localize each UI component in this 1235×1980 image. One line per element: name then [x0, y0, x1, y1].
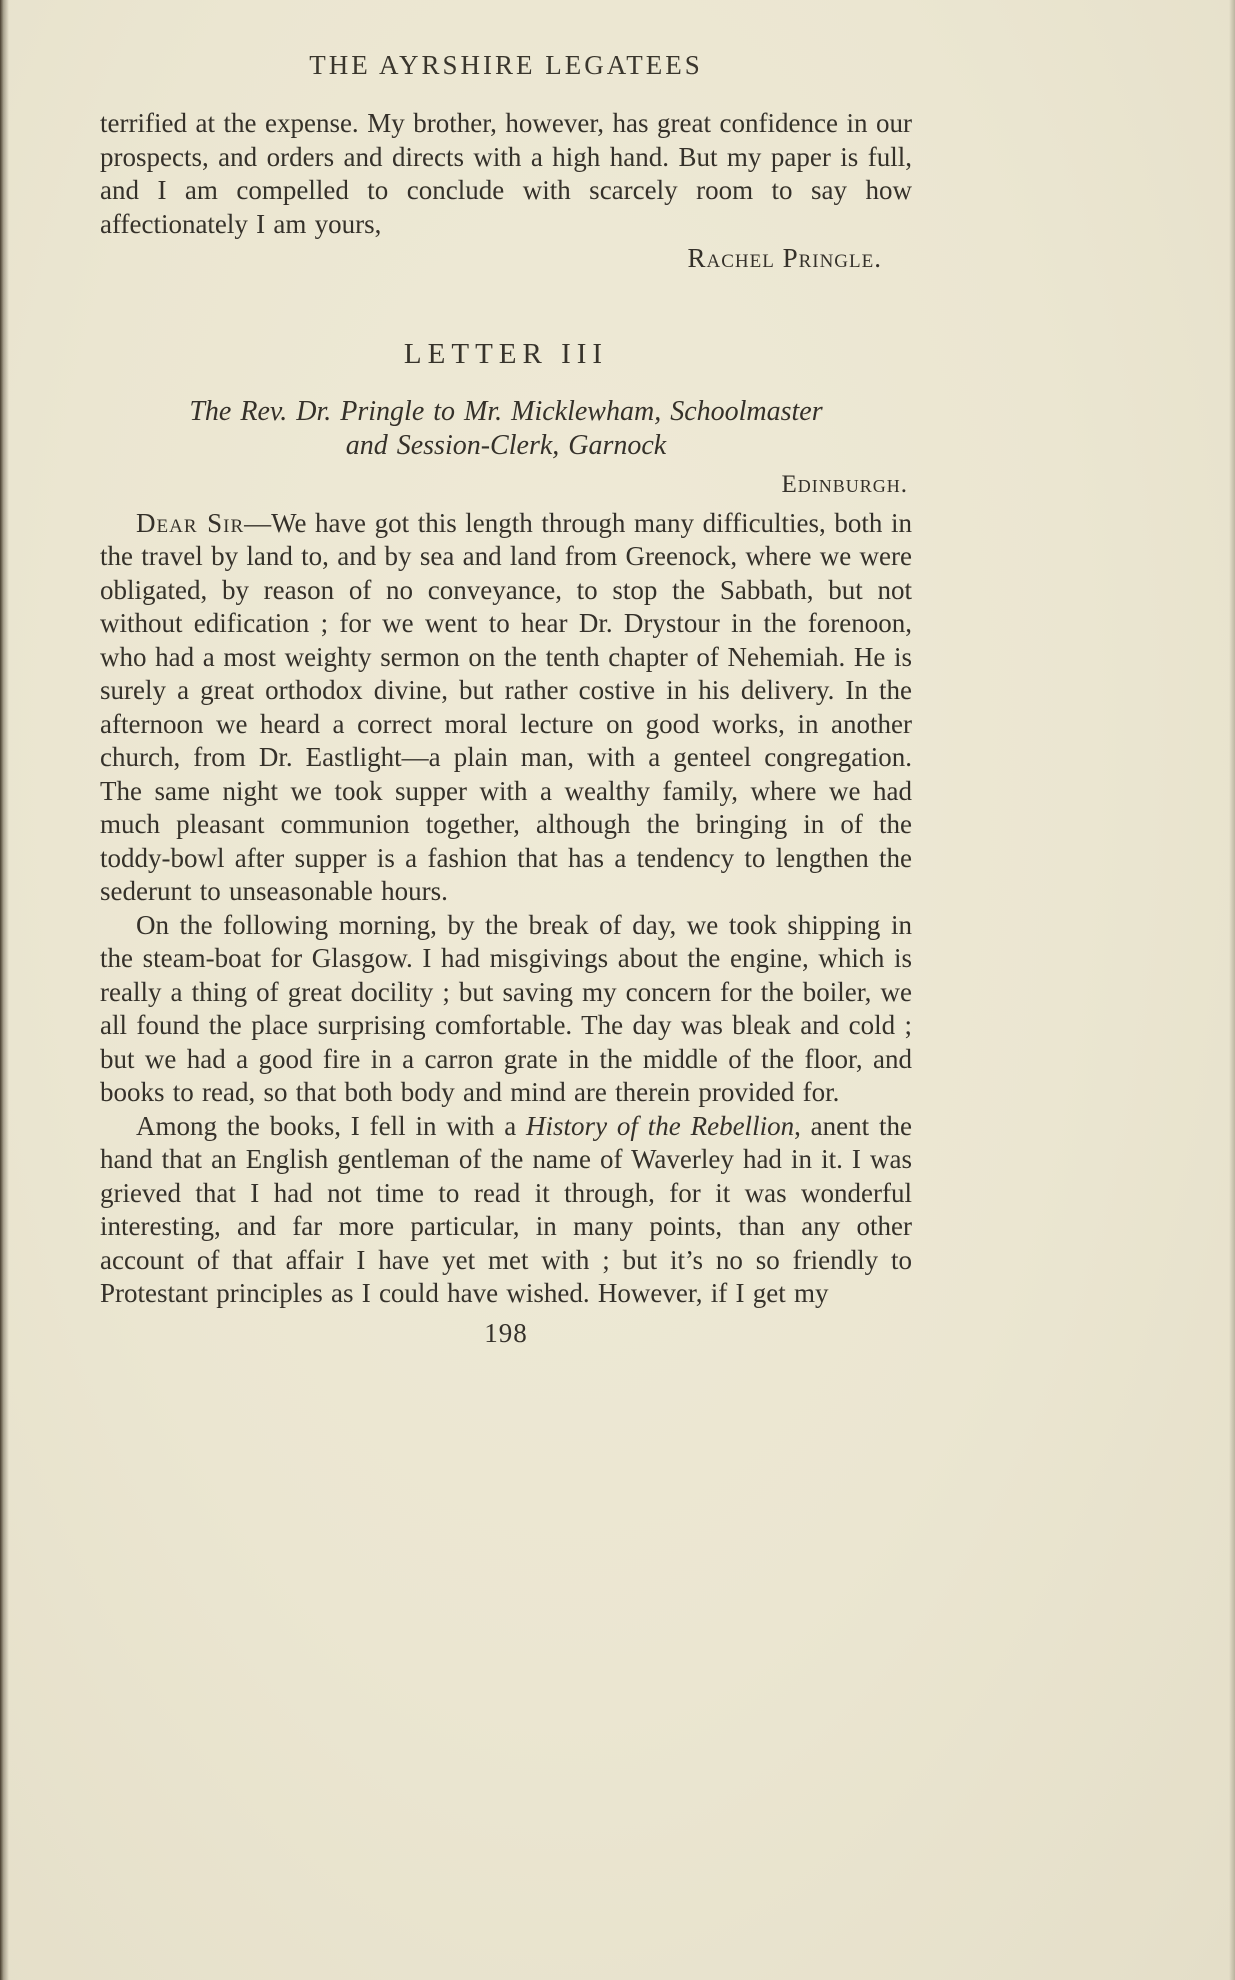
paragraph-3-text-before: Among the books, I fell in with a: [136, 1110, 527, 1141]
subtitle-line-1: The Rev. Dr. Pringle to Mr. Micklewham, Schoolmaster: [189, 395, 823, 427]
paragraph-2: On the following morning, by the break of day, we took shipping in the steam-boat for Glasgow. I had misgivings about the engine, which is really a thing of great docility ; but saving my concern for the boiler, we all found the place surprising comfortable. The day was bleak and cold ; but we had a good fire in a carron grate in the middle of the floor, and books to read, so that both body and mind are therein provided for.: [100, 909, 912, 1107]
letter-heading: LETTER III: [403, 337, 609, 370]
dateline-place: Edinburgh.: [781, 470, 908, 498]
text-block: [100, 50, 912, 1349]
scan-edge-left: [0, 0, 9, 1980]
paragraph-1: [100, 507, 912, 909]
paragraph-3: [100, 1110, 912, 1311]
paragraph-3-text-after: , anent the hand that an English gentleman of the name of Waverley had in it. I was grieved that I had not time to read it through, for it was wonderful interesting, and far more particular, in many points, than any other account of that affair I have yet met with ; but it’s no so friendly to Protestant principles as I could have wished. However, if I get my: [100, 1110, 912, 1308]
paragraph-letter-close: terrified at the expense. My brother, however, has great confidence in our prospects, and orders and directs with a high hand. But my paper is full, and I am compelled to conclude with scarcely room to say how affectionately I am yours,: [100, 108, 912, 239]
letter-subtitle: [100, 395, 912, 463]
page-number: 198: [484, 1317, 528, 1348]
scan-edge-right: [1229, 0, 1235, 1980]
salutation: Dear Sir: [136, 507, 245, 538]
book-title-italic: History of the Rebellion: [526, 1110, 795, 1141]
subtitle-line-2: and Session-Clerk, Garnock: [345, 429, 667, 461]
paragraph-1-text: —We have got this length through many difficulties, both in the travel by land to, and by sea and land from Greenock, where we were obligated, by reason of no conveyance, to stop the Sabbath, but not without edification ; for we went to hear Dr. Drystour in the forenoon, who had a most weighty sermon on the tenth chapter of Nehemiah. He is surely a great orthodox divine, but rather costive in his delivery. In the afternoon we heard a correct moral lecture on good works, in another church, from Dr. Eastlight—a plain man, with a genteel congregation. The same night we took supper with a wealthy family, where we had much pleasant communion together, although the bringing in of the toddy-bowl after supper is a fashion that has a tendency to lengthen the sederunt to unseasonable hours.: [100, 507, 913, 906]
running-header: THE AYRSHIRE LEGATEES: [309, 50, 703, 80]
signature: Rachel Pringle.: [687, 243, 882, 273]
